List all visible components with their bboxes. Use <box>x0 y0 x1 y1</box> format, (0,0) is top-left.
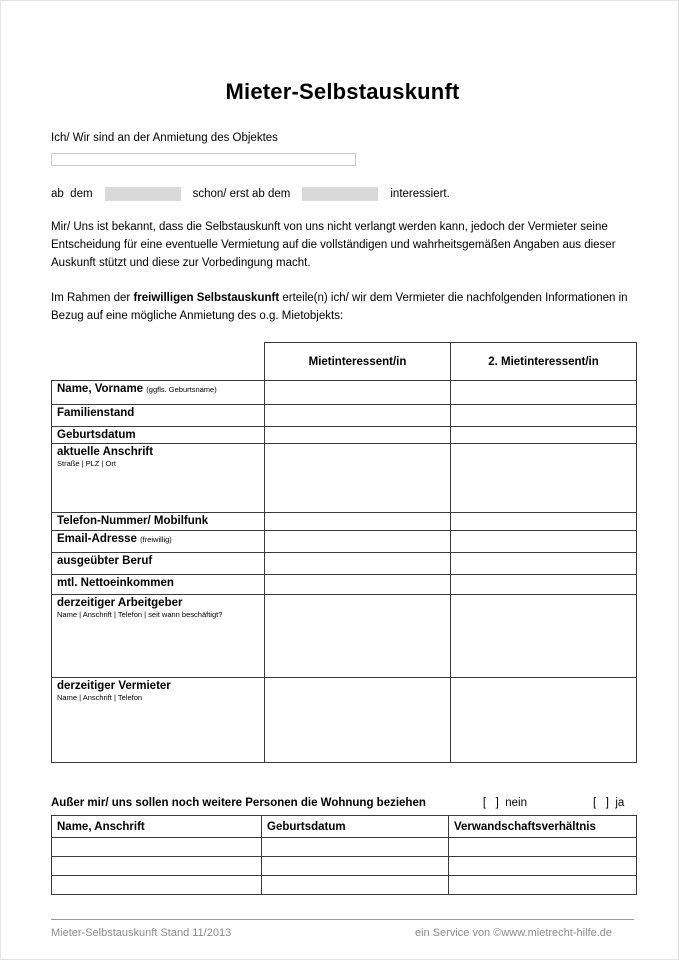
input-cell[interactable] <box>52 838 262 857</box>
input-cell[interactable] <box>265 381 451 405</box>
consent-paragraph <box>51 290 634 326</box>
persons-header-geburtsdatum: Geburtsdatum <box>262 816 449 838</box>
input-cell[interactable] <box>449 857 637 876</box>
disclaimer-paragraph: Mir/ Uns ist bekannt, dass die Selbstauskunft von uns nicht verlangt werden kann, jedoch der Vermieter seine Entscheidung für eine eventuelle Vermietung auf die vollständigen und wahrheitsgemäßen Angaben aus dieser Auskunft stützt und diese zur Vorbedingung macht. <box>51 221 616 269</box>
persons-row <box>52 838 637 857</box>
input-cell[interactable] <box>451 531 637 553</box>
label-sub: Name | Anschrift | Telefon | seit wann beschäftigt? <box>57 610 223 620</box>
persons-row <box>52 857 637 876</box>
header-blank-cell <box>52 343 265 381</box>
label-sub: Name | Anschrift | Telefon <box>57 693 143 703</box>
header-applicant2: 2. Mietinteressent/in <box>451 343 637 381</box>
input-cell[interactable] <box>451 553 637 575</box>
date-alt-field[interactable] <box>302 187 378 201</box>
input-cell[interactable] <box>265 595 451 678</box>
table-header-row <box>52 343 637 381</box>
input-cell[interactable] <box>451 595 637 678</box>
row-label-nettoeinkommen: mtl. Nettoeinkommen <box>52 575 265 595</box>
label-text: Name, Vorname <box>57 383 144 396</box>
page-title: Mieter-Selbstauskunft <box>225 79 460 104</box>
table-row <box>52 553 637 575</box>
input-cell[interactable] <box>262 838 449 857</box>
input-cell[interactable] <box>451 513 637 531</box>
input-cell[interactable] <box>449 838 637 857</box>
input-cell[interactable] <box>265 575 451 595</box>
label-note: (ggfls. Geburtsname) <box>146 385 217 395</box>
row-label-email <box>52 531 265 553</box>
persons-header-verhaeltnis: Verwandschaftsverhältnis <box>449 816 637 838</box>
input-cell[interactable] <box>451 575 637 595</box>
table-row <box>52 575 637 595</box>
row-label-name <box>52 381 265 405</box>
table-row <box>52 427 637 444</box>
footer-service: ein Service von ©www.mietrecht-hilfe.de <box>414 927 612 939</box>
row-label-vermieter <box>52 678 265 763</box>
input-cell[interactable] <box>265 513 451 531</box>
additional-persons-heading: Außer mir/ uns sollen noch weitere Personen die Wohnung beziehen <box>51 797 426 810</box>
checkbox-ja[interactable]: [ ] ja <box>592 797 625 810</box>
applicant-info-table <box>51 342 637 763</box>
additional-persons-heading-row <box>51 797 634 809</box>
input-cell[interactable] <box>265 678 451 763</box>
persons-row <box>52 876 637 895</box>
ab-dem-label: ab dem <box>51 188 93 200</box>
row-label-familienstand: Familienstand <box>52 405 265 427</box>
table-row <box>52 678 637 763</box>
input-cell[interactable] <box>451 427 637 444</box>
input-cell[interactable] <box>265 531 451 553</box>
input-cell[interactable] <box>52 876 262 895</box>
footer-version: Mieter-Selbstauskunft Stand 11/2013 <box>51 927 232 939</box>
row-label-beruf: ausgeübter Beruf <box>52 553 265 575</box>
page-footer <box>51 919 634 939</box>
table-row <box>52 513 637 531</box>
row-label-telefon: Telefon-Nummer/ Mobilfunk <box>52 513 265 531</box>
input-cell[interactable] <box>262 857 449 876</box>
input-cell[interactable] <box>265 553 451 575</box>
table-row <box>52 531 637 553</box>
schon-erst-label: schon/ erst ab dem <box>192 188 291 200</box>
label-text: derzeitiger Arbeitgeber <box>57 597 183 610</box>
input-cell[interactable] <box>451 444 637 513</box>
table-row <box>52 444 637 513</box>
interessiert-label: interessiert. <box>390 188 450 200</box>
row-label-anschrift <box>52 444 265 513</box>
row-label-geburtsdatum: Geburtsdatum <box>52 427 265 444</box>
additional-persons-table <box>51 815 637 895</box>
label-note: (freiwillig) <box>140 535 172 545</box>
label-text: Email-Adresse <box>57 533 137 546</box>
input-cell[interactable] <box>265 444 451 513</box>
consent-bold: freiwilligen Selbstauskunft <box>133 292 280 305</box>
intro-line: Ich/ Wir sind an der Anmietung des Objektes <box>51 132 278 144</box>
persons-header-name: Name, Anschrift <box>52 816 262 838</box>
input-cell[interactable] <box>451 678 637 763</box>
persons-header-row <box>52 816 637 838</box>
table-row <box>52 595 637 678</box>
checkbox-nein[interactable]: [ ] nein <box>482 797 527 810</box>
input-cell[interactable] <box>451 381 637 405</box>
input-cell[interactable] <box>52 857 262 876</box>
label-sub: Straße | PLZ | Ort <box>57 459 116 469</box>
date-from-field[interactable] <box>105 187 181 201</box>
date-line <box>51 187 634 201</box>
label-text: derzeitiger Vermieter <box>57 680 171 693</box>
label-text: aktuelle Anschrift <box>57 446 154 459</box>
input-cell[interactable] <box>449 876 637 895</box>
header-applicant1: Mietinteressent/in <box>265 343 451 381</box>
table-row <box>52 381 637 405</box>
input-cell[interactable] <box>262 876 449 895</box>
object-address-input[interactable] <box>51 153 356 166</box>
input-cell[interactable] <box>265 427 451 444</box>
input-cell[interactable] <box>451 405 637 427</box>
consent-pre: Im Rahmen der <box>51 292 134 305</box>
row-label-arbeitgeber <box>52 595 265 678</box>
table-row <box>52 405 637 427</box>
input-cell[interactable] <box>265 405 451 427</box>
consent-post: erteile(n) ich/ wir dem Vermieter die nachfolgenden Informationen in Bezug auf eine mögliche Anmietung des o.g. Mietobjekts: <box>51 292 628 323</box>
